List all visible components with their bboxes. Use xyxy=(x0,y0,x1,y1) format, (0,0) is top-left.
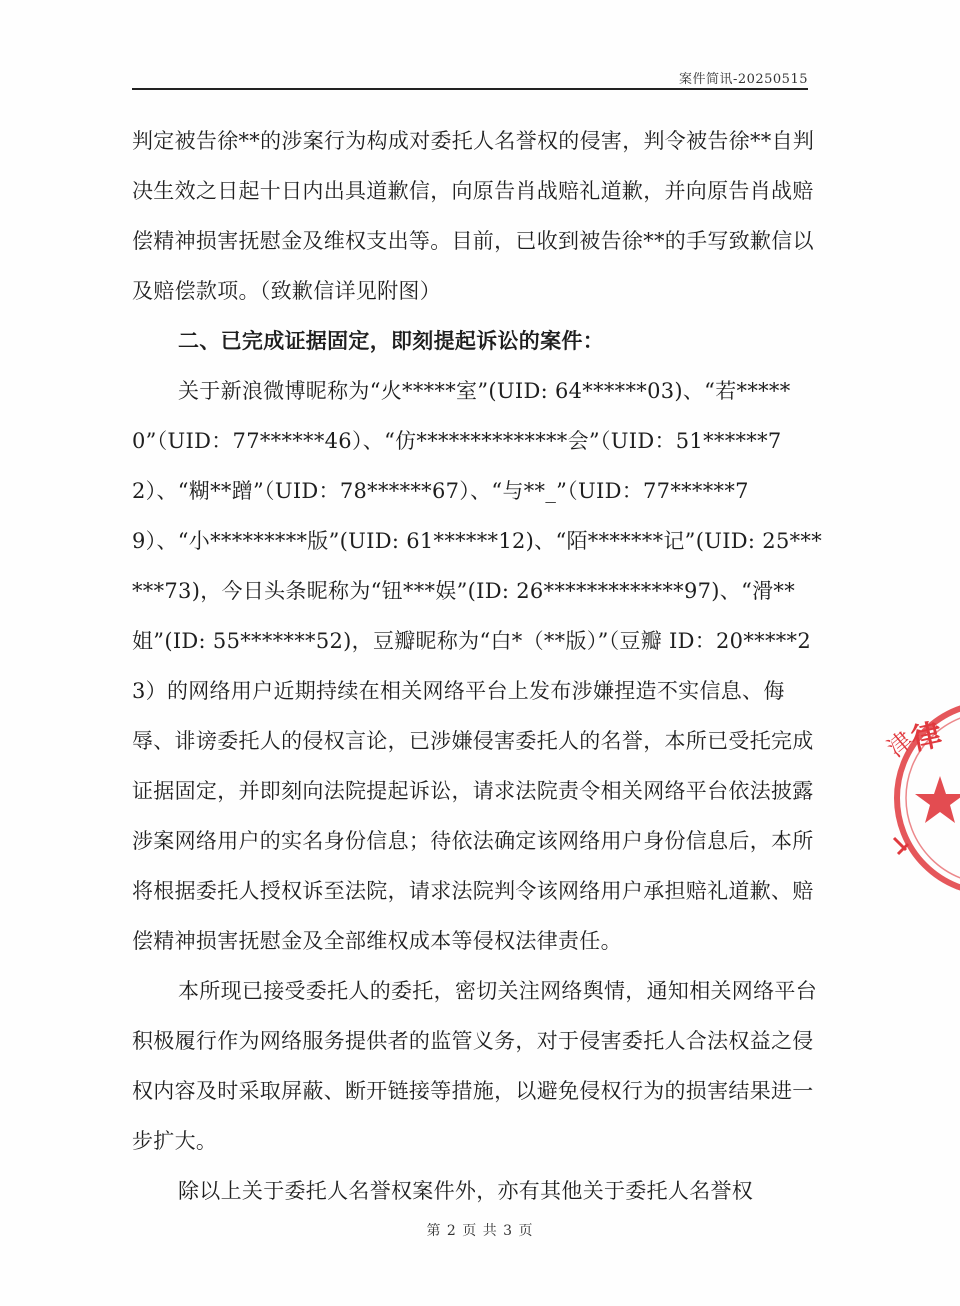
paragraph-judgment: 判定被告徐**的涉案行为构成对委托人名誉权的侵害，判令被告徐**自判决生效之日起十日内出具道歉信，向原告肖战赔礼道歉，并向原告肖战赔偿精神损害抚慰金及维权支出等。目前，已收到被告徐**的手写致歉信以及赔偿款项。（致歉信详见附图） xyxy=(132,129,815,303)
seal-graphic xyxy=(881,698,960,898)
paragraph-monitoring: 本所现已接受委托人的委托，密切关注网络舆情，通知相关网络平台积极履行作为网络服务提供者的监管义务，对于侵害委托人合法权益之侵权内容及时采取屏蔽、断开链接等措施，以避免侵权行为的损害结果进一步扩大。 xyxy=(132,979,817,1153)
svg-text:津: 津 xyxy=(881,725,919,763)
svg-text:律: 律 xyxy=(908,717,946,758)
red-seal-stamp xyxy=(881,698,960,898)
page-number-footer: 第 2 页 共 3 页 xyxy=(426,1223,534,1239)
header-divider xyxy=(132,88,808,90)
paragraph-evidence-cases: 关于新浪微博昵称为“火*****室”(UID: 64******03)、“若*****0”（UID：77******46）、“仿**************会”（UID：51******72）、“糊**蹭”（UID：78******67）、“与**_”（UID：77******79）、“小*********版”(UID: 61******12)、“陌*******记”(UID: 25******73)，今日头条昵称为“钮***娱”(ID: 26*************97)、“滑**姐”(ID: 55*******52)，豆瓣昵称为“白*（**版）”（豆瓣 ID：20*****23）的网络用户近期持续在相关网络平台上发布涉嫌捏造不实信息、侮辱、诽谤委托人的侵权言论，已涉嫌侵害委托人的名誉，本所已受托完成证据固定，并即刻向法院提起诉讼，请求法院责令相关网络平台依法披露涉案网络用户的实名身份信息；待依法确定该网络用户身份信息后，本所将根据委托人授权诉至法院，请求法院判令该网络用户承担赔礼道歉、赔偿精神损害抚慰金及全部维权成本等侵权法律责任。 xyxy=(132,379,823,953)
document-header-title: 案件简讯-20250515 xyxy=(678,72,808,87)
section-heading-2: 二、已完成证据固定，即刻提起诉讼的案件： xyxy=(178,328,604,353)
document-body xyxy=(132,116,822,1216)
paragraph-other-cases: 除以上关于委托人名誉权案件外，亦有其他关于委托人名誉权 xyxy=(178,1179,754,1203)
